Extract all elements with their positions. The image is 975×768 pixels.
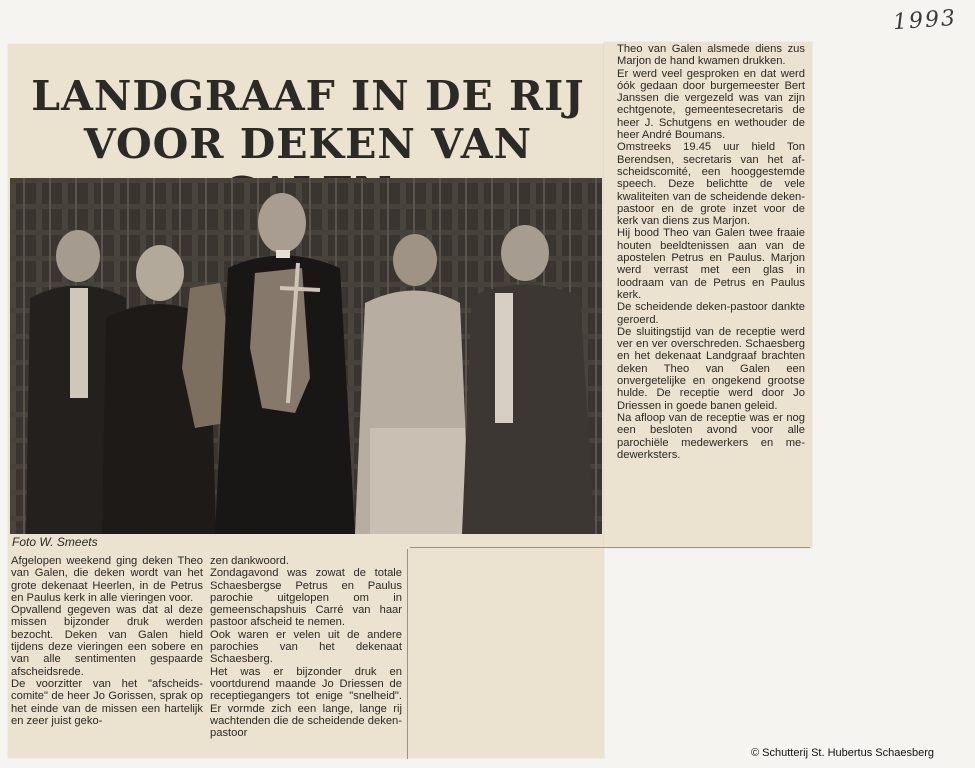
column-divider bbox=[407, 549, 408, 759]
paragraph: Het was er bijzonder druk en voortdurend maande Jo Driessen de receptiegangers tot enige "snelheid". Er vormde zich een lange, lange rij wachtenden die de scheidende deken-pastoor bbox=[210, 665, 402, 740]
paragraph: Er werd veel gesproken en dat werd óók gedaan door burgemeester Bert Janssen die vergezeld was van zijn echtgenote, gemeentesecretaris de heer J. Schutgens en wethouder de heer André Boumans. bbox=[617, 67, 805, 142]
group-photo-illustration bbox=[10, 178, 602, 534]
paragraph: Na afloop van de receptie was er nog een besloten avond voor alle parochiële medewerkers en medewerksters. bbox=[617, 411, 805, 461]
paragraph: De scheidende deken-pastoor dankte geroerd. bbox=[617, 301, 805, 326]
paragraph: Theo van Galen alsmede diens zus Marjon de hand kwamen drukken. bbox=[617, 43, 805, 68]
paragraph: Opvallend gegeven was dat al deze missen bijzonder druk werden bezocht. Deken van Galen hield tijdens deze vieringen een sobere en van alle sentimenten gespaarde afscheidsrede. bbox=[11, 604, 203, 678]
article-column-1 bbox=[11, 555, 203, 727]
photo-caption: Foto W. Smeets bbox=[12, 535, 98, 549]
paragraph: Afgelopen weekend ging deken Theo van Galen, die deken wordt van het grote dekenaat Heerlen, in de Petrus en Paulus kerk in alle vieringen voor. bbox=[11, 555, 203, 604]
headline-line-1: LANDGRAAF IN DE RIJ bbox=[31, 72, 585, 120]
paragraph: zen dankwoord. bbox=[210, 555, 289, 567]
handwritten-year: 1993 bbox=[892, 5, 958, 36]
paragraph: Zondagavond was zowat de totale Schaesbergse Petrus en Paulus parochie uitgelopen om in gemeenschapshuis Carré van haar pastoor afscheid te nemen. bbox=[210, 567, 402, 629]
copyright-notice: © Schutterij St. Hubertus Schaesberg bbox=[751, 747, 934, 759]
paragraph: De sluitingstijd van de receptie werd ver en ver overschreden. Schaesberg en het dekenaat Landgraaf brachten deken Theo van Galen een onvergetelijke en ongekend grootse hulde. De receptie werd door Jo Driessen in goede banen geleid. bbox=[617, 325, 805, 412]
group-photo bbox=[10, 178, 602, 534]
article-column-2 bbox=[210, 555, 402, 739]
column-divider bbox=[410, 547, 810, 548]
paragraph: De voorzitter van het "afscheidscomite" de heer Jo Gorissen, sprak op het einde van de missen een hartelijk en zeer juist geko- bbox=[11, 677, 203, 727]
paragraph: Ook waren er velen uit de andere parochies van het dekenaat Schaesberg. bbox=[210, 628, 402, 666]
article-column-3 bbox=[617, 43, 805, 461]
paragraph: Omstreeks 19.45 uur hield Ton Berendsen, secretaris van het afscheidscomité, een hooggestemde speech. Deze belichtte de vele kwaliteiten van de scheidende deken-pastoor en de grote inzet voor de kerk van diens zus Marjon. bbox=[617, 141, 805, 228]
paragraph: Hij bood Theo van Galen twee fraaie houten beeldtenissen aan van de apostelen Petrus en Paulus. Marjon werd verrast met een glas in loodraam van de Petrus en Paulus kerk. bbox=[617, 227, 805, 301]
headline-line-2: VOOR DEKEN VAN bbox=[83, 120, 533, 168]
